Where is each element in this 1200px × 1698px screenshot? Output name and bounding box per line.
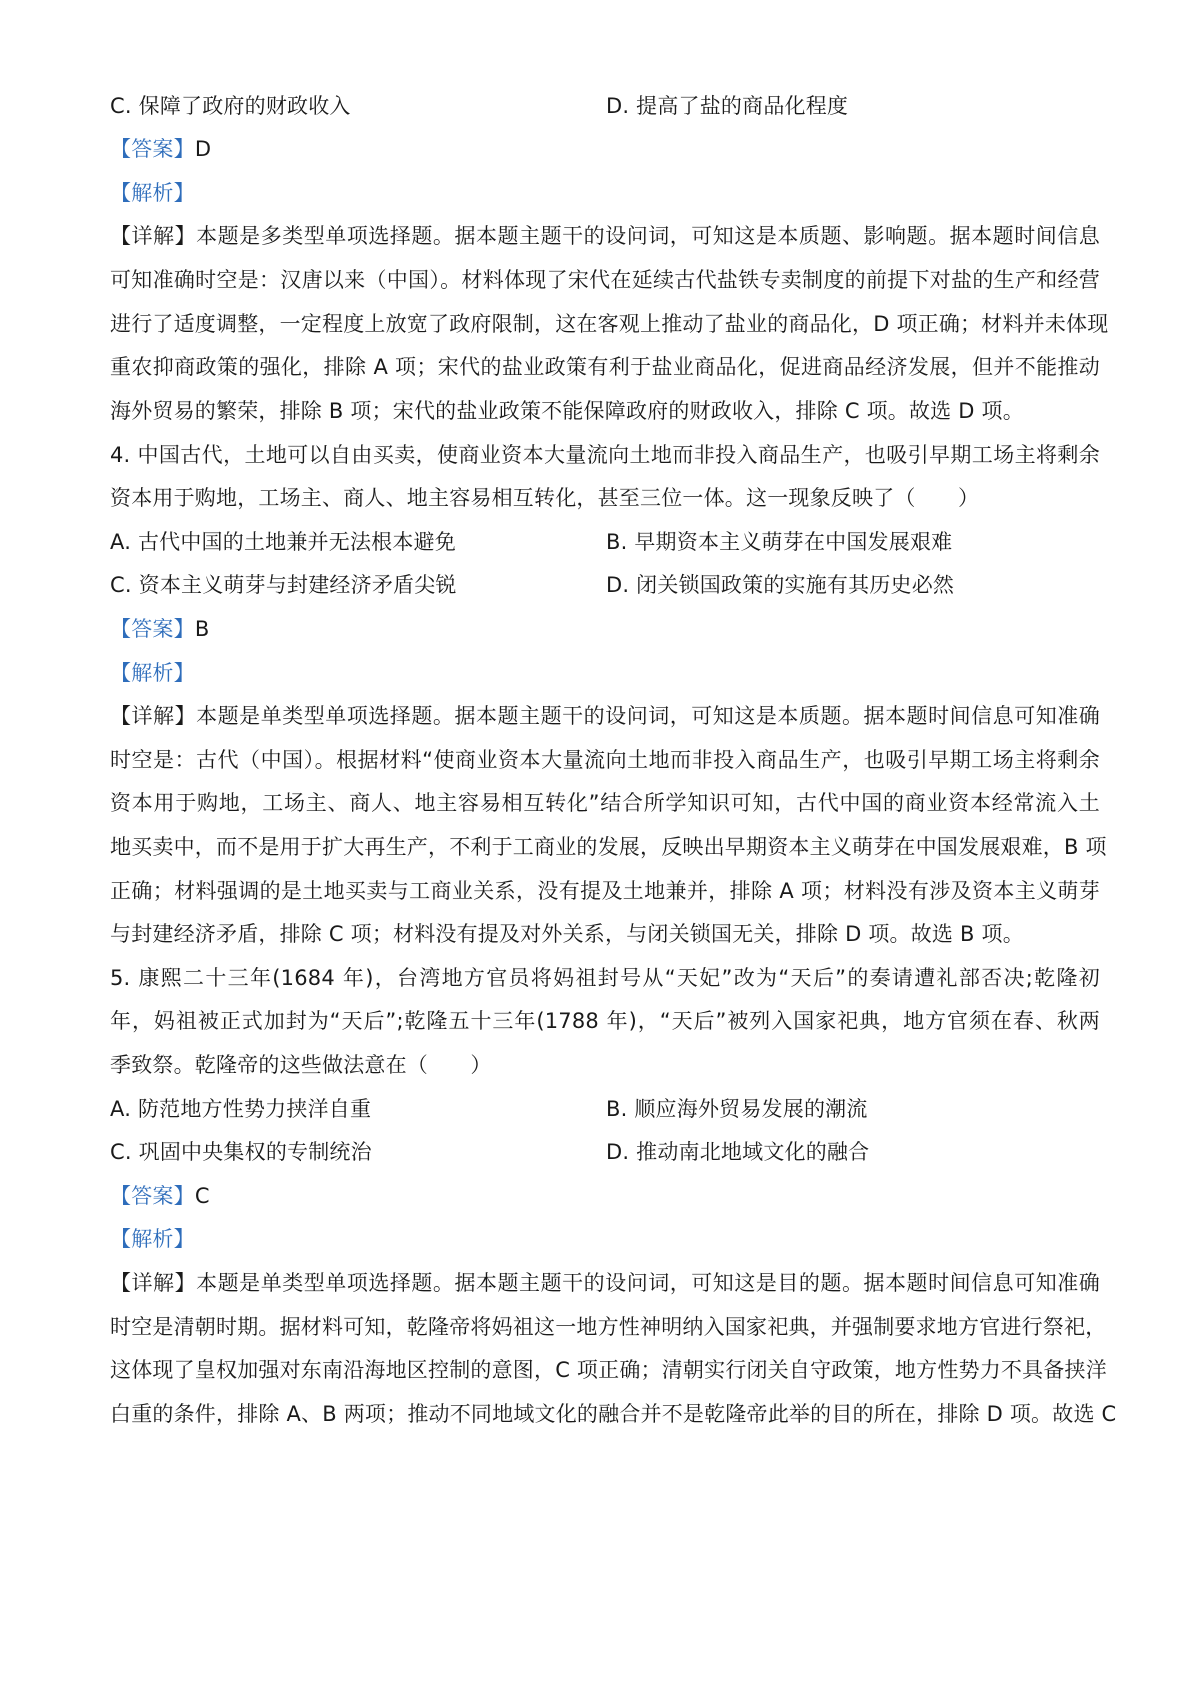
q3-detail-line: 可知准确时空是：汉唐以来（中国）。材料体现了宋代在延续古代盐铁专卖制度的前提下对盐的生产和经营 (110, 268, 1100, 292)
answer-tag: 【答案】 (110, 1184, 195, 1208)
q5-detail-line: 白重的条件，排除 A、B 两项；推动不同地域文化的融合并不是乾隆帝此举的目的所在，排除 D 项。故选 C (110, 1402, 1117, 1426)
q5-stem-line: 5. 康熙二十三年(1684 年)，台湾地方官员将妈祖封号从“天妃”改为“天后”的奏请遭礼部否决;乾隆初 (110, 966, 1100, 990)
detail-tag: 【详解】 (110, 1271, 197, 1295)
q4-detail-line: 与封建经济矛盾，排除 C 项；材料没有提及对外关系，与闭关锁国无关，排除 D 项。故选 B 项。 (110, 922, 1024, 946)
q4-detail-line (110, 702, 1100, 730)
q5-option-c: C. 巩固中央集权的专制统治 (110, 1140, 372, 1164)
detail-text: 本题是单类型单项选择题。据本题主题干的设问词，可知这是本质题。据本题时间信息可知准确 (196, 704, 1100, 728)
analysis-tag: 【解析】 (110, 181, 195, 205)
q4-stem-line: 资本用于购地，工场主、商人、地主容易相互转化，甚至三位一体。这一现象反映了（ ） (110, 486, 980, 510)
q3-detail-line: 重农抑商政策的强化，排除 A 项；宋代的盐业政策有利于盐业商品化，促进商品经济发展，但并不能推动 (110, 355, 1100, 379)
detail-tag: 【详解】 (110, 704, 197, 728)
q5-stem-line: 季致祭。乾隆帝的这些做法意在（ ） (110, 1053, 492, 1077)
q4-detail-line: 资本用于购地，工场主、商人、地主容易相互转化”结合所学知识可知，古代中国的商业资本经常流入土 (110, 791, 1100, 815)
q5-option-a: A. 防范地方性势力挟洋自重 (110, 1097, 372, 1121)
q4-stem-line: 4. 中国古代，土地可以自由买卖，使商业资本大量流向土地而非投入商品生产，也吸引早期工场主将剩余 (110, 443, 1100, 467)
q3-detail-line (110, 222, 1100, 250)
q5-detail-line: 时空是清朝时期。据材料可知，乾隆帝将妈祖这一地方性神明纳入国家祀典，并强制要求地方官进行祭祀， (110, 1315, 1107, 1339)
q4-option-b: B. 早期资本主义萌芽在中国发展艰难 (606, 530, 953, 554)
detail-text: 本题是单类型单项选择题。据本题主题干的设问词，可知这是目的题。据本题时间信息可知准确 (196, 1271, 1100, 1295)
q5-stem-line: 年，妈祖被正式加封为“天后”;乾隆五十三年(1788 年)，“天后”被列入国家祀典，地方官须在春、秋两 (110, 1009, 1100, 1033)
detail-text: 本题是多类型单项选择题。据本题主题干的设问词，可知这是本质题、影响题。据本题时间信息 (196, 224, 1100, 248)
analysis-tag: 【解析】 (110, 661, 195, 685)
q3-detail-line: 进行了适度调整，一定程度上放宽了政府限制，这在客观上推动了盐业的商品化，D 项正确；材料并未体现 (110, 312, 1109, 336)
q4-analysis-heading (110, 659, 1100, 687)
detail-tag: 【详解】 (110, 224, 197, 248)
answer-tag: 【答案】 (110, 137, 195, 161)
q5-option-d: D. 推动南北地域文化的融合 (606, 1140, 870, 1164)
answer-value: D (194, 137, 212, 161)
q3-analysis-heading (110, 179, 1100, 207)
q4-option-c: C. 资本主义萌芽与封建经济矛盾尖锐 (110, 573, 457, 597)
q4-detail-line: 地买卖中，而不是用于扩大再生产，不利于工商业的发展，反映出早期资本主义萌芽在中国发展艰难，B 项 (110, 835, 1107, 859)
analysis-tag: 【解析】 (110, 1227, 195, 1251)
q4-option-d: D. 闭关锁国政策的实施有其历史必然 (606, 573, 955, 597)
q5-answer (110, 1182, 1100, 1210)
q3-option-d: D. 提高了盐的商品化程度 (606, 94, 849, 118)
answer-tag: 【答案】 (110, 617, 195, 641)
answer-value: C (194, 1184, 210, 1208)
answer-value: B (194, 617, 210, 641)
q4-detail-line: 正确；材料强调的是土地买卖与工商业关系，没有提及土地兼并，排除 A 项；材料没有涉及资本主义萌芽 (110, 879, 1100, 903)
q4-answer (110, 615, 1100, 643)
q4-detail-line: 时空是：古代（中国）。根据材料“使商业资本大量流向土地而非投入商品生产，也吸引早期工场主将剩余 (110, 748, 1100, 772)
q5-detail-line: 这体现了皇权加强对东南沿海地区控制的意图，C 项正确；清朝实行闭关自守政策，地方性势力不具备挟洋 (110, 1358, 1107, 1382)
q3-detail-line: 海外贸易的繁荣，排除 B 项；宋代的盐业政策不能保障政府的财政收入，排除 C 项。故选 D 项。 (110, 399, 1024, 423)
q4-option-a: A. 古代中国的土地兼并无法根本避免 (110, 530, 456, 554)
q3-option-c: C. 保障了政府的财政收入 (110, 94, 351, 118)
q5-analysis-heading (110, 1225, 1100, 1253)
q5-option-b: B. 顺应海外贸易发展的潮流 (606, 1097, 868, 1121)
q3-answer (110, 135, 1100, 163)
q5-detail-line (110, 1269, 1100, 1297)
